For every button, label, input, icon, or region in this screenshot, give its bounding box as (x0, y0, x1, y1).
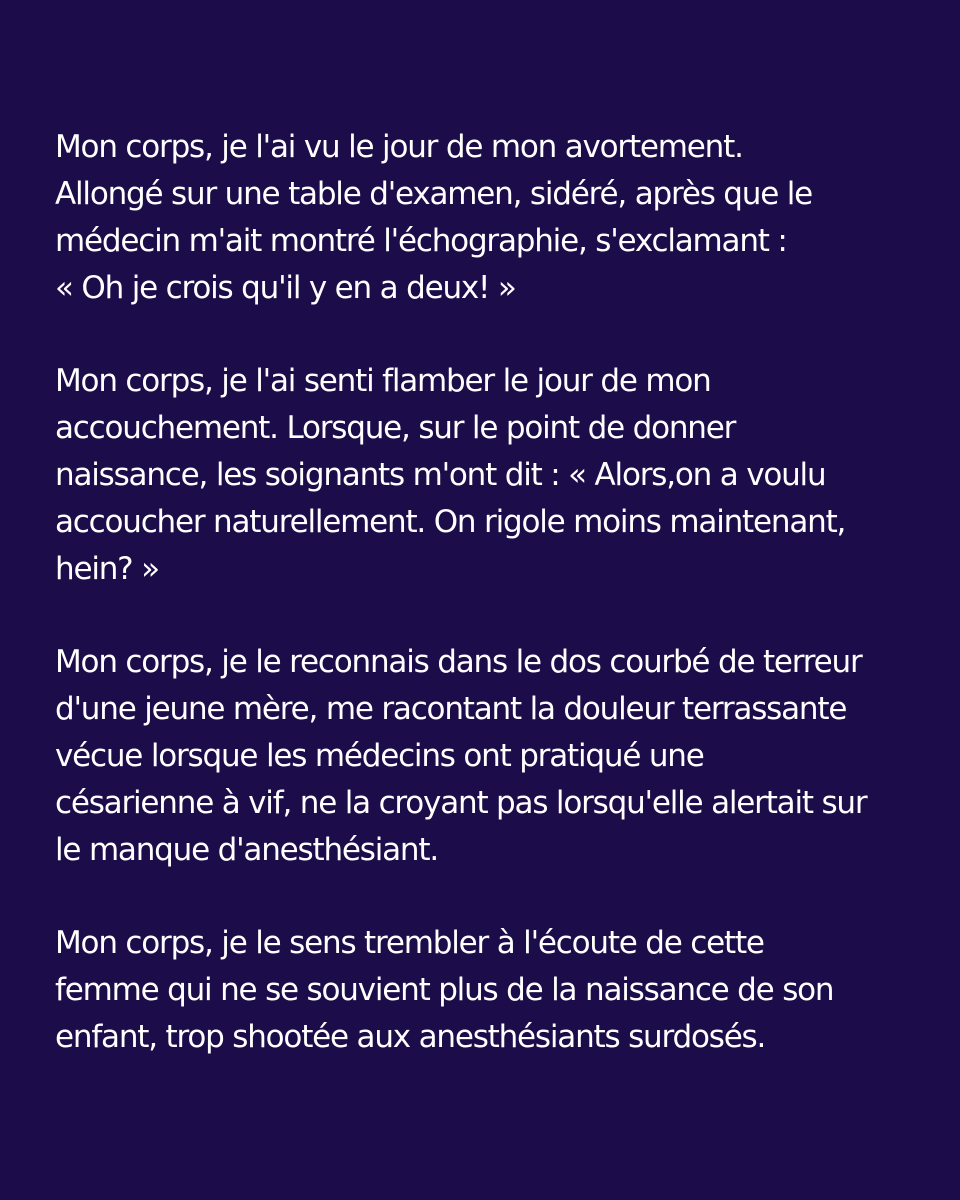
text-line: médecin m'ait montré l'échographie, s'exclamant : (55, 223, 787, 259)
text-line: hein? » (55, 551, 159, 587)
text-line: Allongé sur une table d'examen, sidéré, après que le (55, 176, 813, 212)
paragraph-anesthesia (55, 920, 920, 1061)
paragraph-childbirth (55, 358, 920, 593)
text-line: naissance, les soignants m'ont dit : « Alors,on a voulu (55, 457, 826, 493)
text-line: accoucher naturellement. On rigole moins maintenant, (55, 504, 846, 540)
text-line: le manque d'anesthésiant. (55, 832, 438, 868)
paragraph-caesarean (55, 639, 920, 874)
text-line: Mon corps, je l'ai senti flamber le jour de mon (55, 363, 711, 399)
text-line: vécue lorsque les médecins ont pratiqué une (55, 738, 704, 774)
text-line: Mon corps, je le sens trembler à l'écoute de cette (55, 925, 764, 961)
text-line: enfant, trop shootée aux anesthésiants surdosés. (55, 1019, 766, 1055)
text-line: Mon corps, je le reconnais dans le dos courbé de terreur (55, 644, 862, 680)
text-line: d'une jeune mère, me racontant la douleur terrassante (55, 691, 847, 727)
text-line: Mon corps, je l'ai vu le jour de mon avortement. (55, 129, 743, 165)
text-line: accouchement. Lorsque, sur le point de donner (55, 410, 736, 446)
text-line: césarienne à vif, ne la croyant pas lorsqu'elle alertait sur (55, 785, 867, 821)
text-line: « Oh je crois qu'il y en a deux! » (55, 270, 516, 306)
text-line: femme qui ne se souvient plus de la naissance de son (55, 972, 834, 1008)
paragraph-abortion (55, 124, 920, 312)
